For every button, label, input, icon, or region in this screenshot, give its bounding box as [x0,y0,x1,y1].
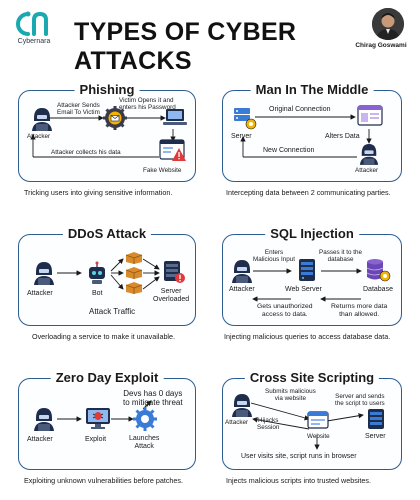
xss-panel [222,370,402,470]
ddos-bot-label: Bot [92,290,103,297]
hacker-icon [31,107,53,131]
zeroday-caption: Exploiting unknown vulnerabilities before patches. [24,476,184,485]
traffic-packet-icon [125,281,143,295]
zeroday-devs-label: Devs has 0 days to mitigate threat [123,389,183,408]
hacker-icon [359,143,379,165]
phishing-panel [18,82,196,182]
xss-sends-label: Server and sends the script to users [335,393,385,408]
xss-website-label: Website [307,433,330,440]
zeroday-attacker-label: Attacker [27,436,53,443]
ddos-panel [18,226,196,326]
hacker-icon [231,393,253,417]
website-icon [307,411,329,431]
phishing-caption: Tricking users into giving sensitive information. [24,188,173,197]
author-avatar [372,8,404,40]
zeroday-exploit-label: Exploit [85,436,107,443]
sqli-gets-label: Gets unauthorized access to data. [257,303,313,318]
database-icon [365,257,391,283]
ddos-server-label: Server Overloaded [153,288,190,304]
sqli-passes-label: Passes it to the database [319,249,363,264]
phishing-victim-label: Victim Opens it and enters his Password [119,97,176,112]
phishing-sends-label: Attacker Sends Email To Victim [57,102,100,117]
server-icon [365,407,387,431]
mitm-original-label: Original Connection [269,106,331,113]
xss-hijacks-label: Hijacks Session [257,417,280,432]
fake-website-icon [159,139,187,163]
mitm-alters-label: Alters Data [325,133,360,140]
xss-user-visits-label: User visits site, script runs in browser [241,453,357,460]
xss-title: Cross Site Scripting [245,370,379,385]
mitm-caption: Intercepting data between 2 communicating parties. [226,188,391,197]
mitm-new-conn-label: New Connection [263,147,315,154]
mitm-server-label: Server [231,133,252,140]
sqli-web-server-label: Web Server [285,286,322,293]
sqli-returns-label: Returns more data than allowed. [331,303,388,318]
bot-icon [85,261,109,285]
sqli-enters-label: Enters Malicious Input [253,249,295,264]
web-server-icon [295,257,319,283]
sqli-attacker-label: Attacker [229,286,255,293]
attack-gear-icon [133,407,157,431]
traffic-packet-icon [125,266,143,280]
phishing-fake-site-label: Fake Website [143,167,182,174]
xss-submits-label: Submits malicious via website [265,388,316,403]
mitm-attacker-label: Attacker [355,167,379,174]
hacker-icon [231,259,253,283]
phishing-attacker-label: Attacker [27,133,51,140]
traffic-packet-icon [125,251,143,265]
cybernara-logo-icon [14,10,52,38]
ddos-traffic-label: Attack Traffic [89,307,136,316]
xss-caption: Injects malicious scripts into trusted websites. [226,476,372,485]
ddos-attacker-label: Attacker [27,290,53,297]
author-name: Chirag Goswami [355,42,407,49]
mitm-title: Man In The Middle [251,82,374,97]
phishing-collects-label: Attacker collects his data [51,149,121,156]
page-title: TYPES OF CYBER ATTACKS [74,18,297,75]
phishing-title: Phishing [75,82,140,97]
sqli-panel [222,226,402,326]
ddos-caption: Overloading a service to make it unavailable. [32,332,176,341]
mitm-panel [222,82,402,182]
sqli-caption: Injecting malicious queries to access database data. [224,332,391,341]
sqli-database-label: Database [363,286,393,293]
server-gear-icon [231,105,257,131]
xss-server-label: Server [365,433,386,440]
zeroday-title: Zero Day Exploit [51,370,164,385]
bug-monitor-icon [85,407,111,431]
sqli-title: SQL Injection [265,226,359,241]
ddos-title: DDoS Attack [63,226,151,241]
browser-window-icon [357,105,383,127]
logo-text: Cybernara [17,38,51,45]
hacker-icon [33,407,55,431]
header [0,0,420,75]
zeroday-panel [18,370,196,470]
overloaded-server-icon [161,259,185,285]
xss-attacker-label: Attacker [225,419,249,426]
hacker-icon [33,261,55,285]
zeroday-launches-label: Launches Attack [129,435,160,451]
